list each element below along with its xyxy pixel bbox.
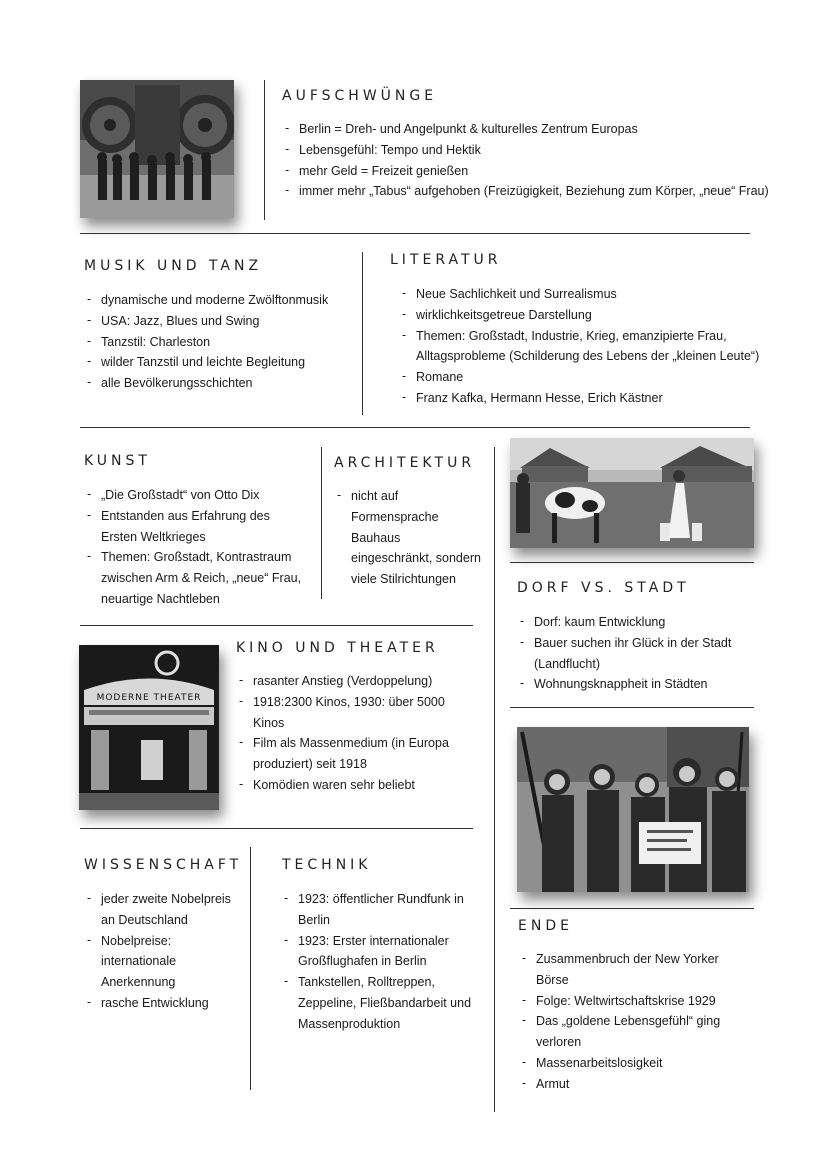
protest-crowd-photo xyxy=(517,727,749,892)
list-item: - Tankstellen, Rolltreppen, Zeppeline, Fließbandarbeit und Massenproduktion xyxy=(282,972,477,1034)
list-item: - Komödien waren sehr beliebt xyxy=(237,775,457,796)
divider xyxy=(510,562,754,563)
divider xyxy=(362,252,363,415)
literatur-heading: LITERATUR xyxy=(390,252,502,268)
divider xyxy=(80,427,750,428)
list-item: - Das „goldene Lebensgefühl“ ging verloren xyxy=(520,1011,750,1053)
list-item: - „Die Großstadt“ von Otto Dix xyxy=(85,485,307,506)
list-item: - wirklichkeitsgetreue Darstellung xyxy=(400,305,760,326)
divider xyxy=(80,625,473,626)
literatur-list xyxy=(400,284,760,409)
list-item: - Folge: Weltwirtschaftskrise 1929 xyxy=(520,991,750,1012)
list-item: - Nobelpreise: internationale Anerkennung xyxy=(85,931,235,993)
divider xyxy=(264,80,265,220)
ende-heading: ENDE xyxy=(518,918,573,934)
divider xyxy=(80,233,750,234)
divider xyxy=(510,908,754,909)
list-item: - Bauer suchen ihr Glück in der Stadt (Landflucht) xyxy=(518,633,748,675)
list-item: - wilder Tanzstil und leichte Begleitung xyxy=(85,352,355,373)
list-item: - Berlin = Dreh- und Angelpunkt & kulturelles Zentrum Europas xyxy=(283,119,783,140)
list-item: - Massenarbeitslosigkeit xyxy=(520,1053,750,1074)
list-item: - Wohnungsknappheit in Städten xyxy=(518,674,748,695)
list-item: - Themen: Großstadt, Kontrastraum zwischen Arm & Reich, „neue“ Frau, neuartige Nachtleben xyxy=(85,547,307,609)
architektur-heading: ARCHITEKTUR xyxy=(334,455,476,471)
ende-list xyxy=(520,949,750,1095)
factory-workers-photo xyxy=(80,80,234,218)
list-item: - Franz Kafka, Hermann Hesse, Erich Kästner xyxy=(400,388,760,409)
aufschwunge-heading: AUFSCHWÜNGE xyxy=(282,88,438,104)
list-item: - Armut xyxy=(520,1074,750,1095)
list-item: - alle Bevölkerungsschichten xyxy=(85,373,355,394)
list-item: - 1918:2300 Kinos, 1930: über 5000 Kinos xyxy=(237,692,457,734)
wissenschaft-list xyxy=(85,889,235,1014)
divider xyxy=(250,847,251,1090)
dorf-heading: DORF VS. STADT xyxy=(517,580,690,596)
technik-list xyxy=(282,889,477,1035)
list-item: - Romane xyxy=(400,367,760,388)
divider xyxy=(510,707,754,708)
list-item: - Neue Sachlichkeit und Surrealismus xyxy=(400,284,760,305)
dorf-list xyxy=(518,612,748,695)
divider xyxy=(80,828,473,829)
list-item: - immer mehr „Tabus“ aufgehoben (Freizügigkeit, Beziehung zum Körper, „neue“ Frau) xyxy=(283,181,783,202)
wissenschaft-heading: WISSENSCHAFT xyxy=(84,857,243,873)
list-item: - Zusammenbruch der New Yorker Börse xyxy=(520,949,750,991)
aufschwunge-list xyxy=(283,119,783,202)
list-item: - rasanter Anstieg (Verdoppelung) xyxy=(237,671,457,692)
list-item: - 1923: Erster internationaler Großflughafen in Berlin xyxy=(282,931,477,973)
list-item: - Themen: Großstadt, Industrie, Krieg, emanzipierte Frau, Alltagsprobleme (Schilderung des Lebens der „kleinen Leute“) xyxy=(400,326,760,368)
kunst-list xyxy=(85,485,307,610)
musik-list xyxy=(85,290,355,394)
list-item: - Lebensgefühl: Tempo und Hektik xyxy=(283,140,783,161)
list-item: - jeder zweite Nobelpreis an Deutschland xyxy=(85,889,235,931)
divider xyxy=(494,447,495,1112)
kino-heading: KINO UND THEATER xyxy=(236,640,439,656)
list-item: - USA: Jazz, Blues und Swing xyxy=(85,311,355,332)
cinema-photo xyxy=(79,645,219,810)
divider xyxy=(321,447,322,599)
list-item: - nicht auf Formensprache Bauhaus eingeschränkt, sondern viele Stilrichtungen xyxy=(335,486,485,590)
list-item: - Dorf: kaum Entwicklung xyxy=(518,612,748,633)
cinema-marquee: MODERNE THEATER xyxy=(96,693,202,703)
kino-list xyxy=(237,671,457,796)
list-item: - 1923: öffentlicher Rundfunk in Berlin xyxy=(282,889,477,931)
technik-heading: TECHNIK xyxy=(282,857,372,873)
list-item: - Tanzstil: Charleston xyxy=(85,332,355,353)
list-item: - rasche Entwicklung xyxy=(85,993,235,1014)
list-item: - Film als Massenmedium (in Europa produziert) seit 1918 xyxy=(237,733,457,775)
list-item: - dynamische und moderne Zwölftonmusik xyxy=(85,290,355,311)
list-item: - mehr Geld = Freizeit genießen xyxy=(283,161,783,182)
village-farm-photo xyxy=(510,438,754,548)
musik-heading: MUSIK UND TANZ xyxy=(84,258,263,274)
kunst-heading: KUNST xyxy=(84,453,151,469)
architektur-list xyxy=(335,486,485,590)
list-item: - Entstanden aus Erfahrung des Ersten Weltkrieges xyxy=(85,506,307,548)
